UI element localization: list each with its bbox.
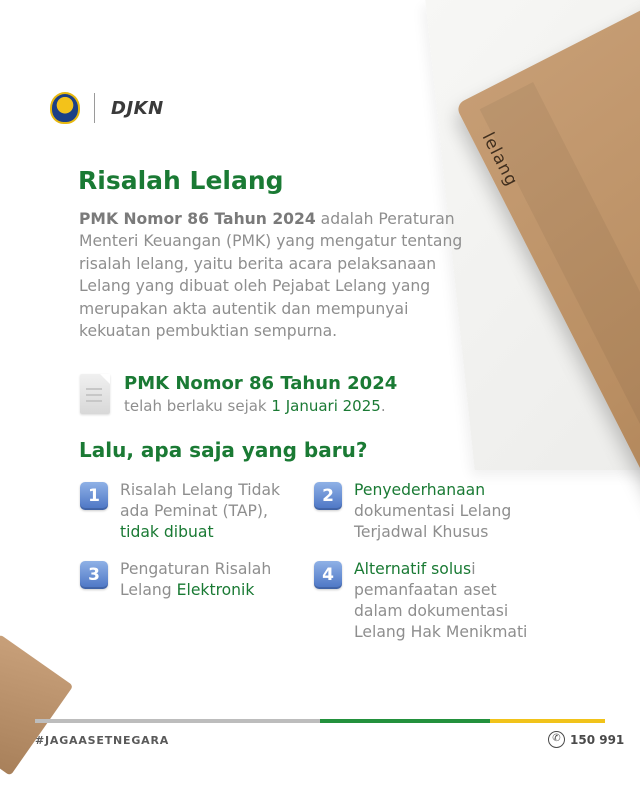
effective-suffix: .: [380, 397, 386, 415]
list-item-1: [80, 480, 305, 543]
regulation-callout: [80, 372, 397, 416]
logo-divider: [94, 93, 95, 123]
footer-hashtag: #JAGAASETNEGARA: [35, 734, 170, 747]
item-3-highlight: Elektronik: [176, 581, 255, 599]
item-3-text: [120, 559, 305, 601]
item-4-text: [354, 559, 549, 643]
number-2-badge: 2: [314, 482, 342, 510]
djkn-logo-text: DJKN: [111, 97, 164, 119]
number-3-badge: 3: [80, 561, 108, 589]
effective-prefix: telah berlaku sejak: [124, 397, 272, 415]
number-4-badge: 4: [314, 561, 342, 589]
list-item-2: [314, 480, 554, 543]
page-title: Risalah Lelang: [78, 166, 284, 195]
list-item-4: [314, 559, 554, 643]
kraft-paper-corner: [0, 634, 73, 776]
intro-lead: PMK Nomor 86 Tahun 2024: [79, 210, 316, 228]
footer-bar-green: [320, 719, 490, 723]
regulation-title: PMK Nomor 86 Tahun 2024: [124, 373, 398, 394]
item-2-text: [354, 480, 549, 543]
phone-icon: ✆: [548, 731, 565, 748]
regulation-effective: [124, 396, 397, 416]
footer-bar-gray: [35, 719, 320, 723]
footer-phone: [548, 731, 624, 748]
document-icon: [80, 374, 110, 414]
item-1-text-a: Risalah Lelang Tidak ada Peminat (TAP),: [120, 481, 281, 520]
item-1-text: [120, 480, 295, 543]
footer-bar-yellow: [490, 719, 605, 723]
envelope-brand-text: lelang: [477, 129, 522, 190]
header-logo: [50, 92, 164, 124]
item-4-text-b: i pemanfaatan aset dalam dokumentasi Lelang Hak Menikmati: [354, 560, 528, 641]
phone-number: 150 991: [570, 732, 625, 747]
effective-date: 1 Januari 2025: [271, 397, 381, 415]
intro-rest: adalah Peraturan Menteri Keuangan (PMK) yang mengatur tentang risalah lelang, yaitu berita acara pelaksanaan Lelang yang dibuat oleh Pejabat Lelang yang merupakan akta autentik dan mempunyai kekuatan pembuktian sempurna.: [79, 210, 463, 341]
intro-paragraph: [79, 208, 479, 342]
footer-color-bar: [35, 719, 605, 723]
item-4-highlight: Alternatif solus: [354, 560, 472, 578]
item-2-highlight: Penyederhanaan: [354, 481, 486, 499]
list-item-3: [80, 559, 305, 601]
section-question: Lalu, apa saja yang baru?: [79, 438, 368, 462]
item-3-text-a: Pengaturan Risalah Lelang: [120, 560, 272, 599]
item-2-text-b: dokumentasi Lelang Terjadwal Khusus: [354, 502, 512, 541]
item-1-highlight: tidak dibuat: [120, 523, 214, 541]
kemenkeu-emblem-icon: [50, 92, 80, 124]
number-1-badge: 1: [80, 482, 108, 510]
